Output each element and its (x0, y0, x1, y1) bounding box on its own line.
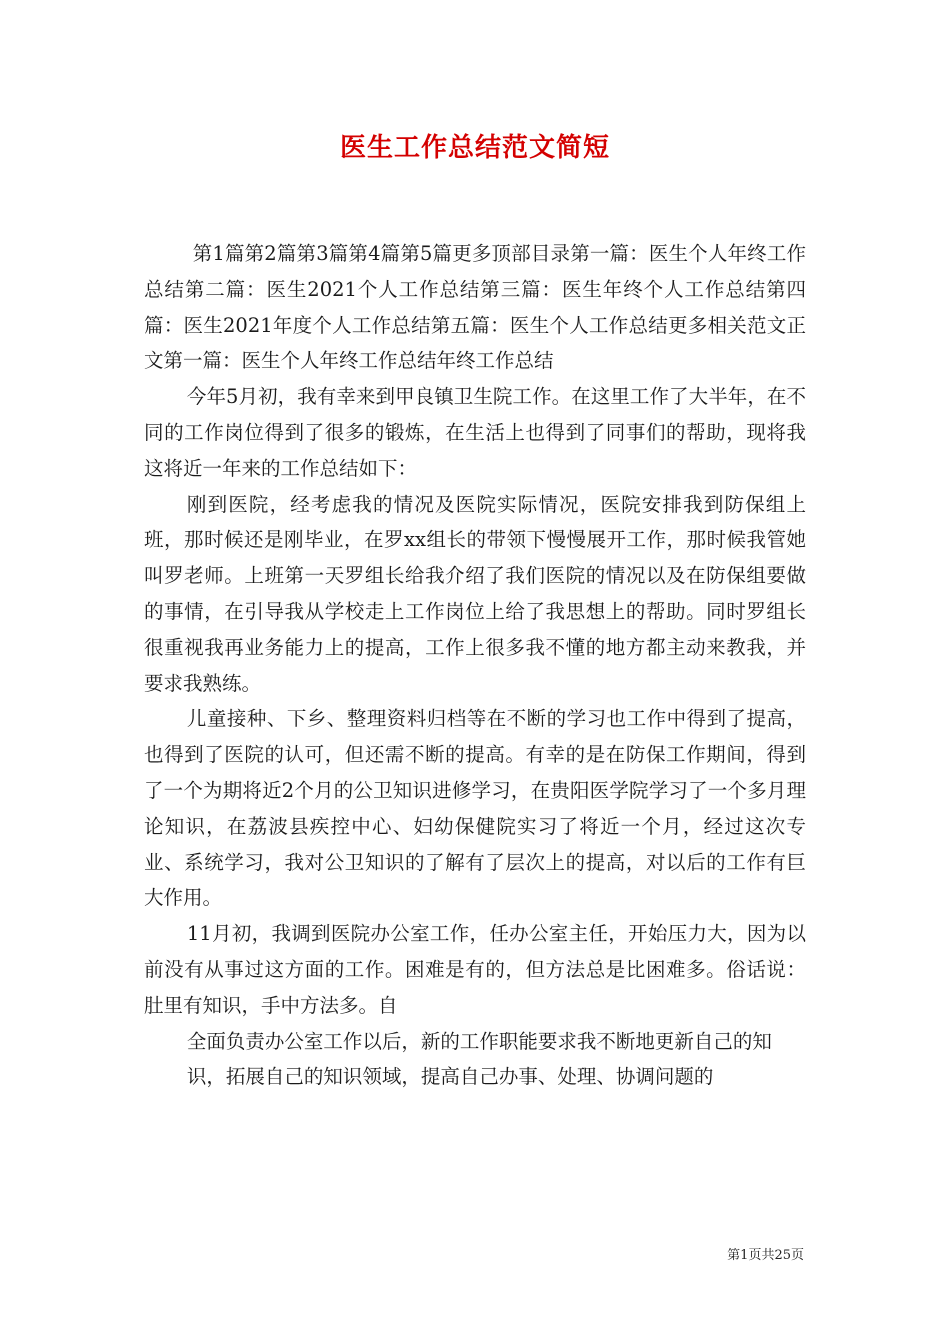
document-body (144, 236, 806, 1095)
paragraph-knowledge: 识，拓展自己的知识领域，提高自己办事、处理、协调问题的 (186, 1065, 714, 1089)
page-number: 第1页共25页 (727, 1248, 804, 1263)
paragraph-toc: 第1篇第2篇第3篇第4篇第5篇更多顶部目录第一篇：医生个人年终工作总结第二篇：医生2021个人工作总结第三篇：医生年终个人工作总结第四篇：医生2021年度个人工作总结第五篇：医生个人工作总结更多相关范文正文第一篇：医生个人年终工作总结年终工作总结 (144, 242, 806, 373)
paragraph-arrival: 刚到医院，经考虑我的情况及医院实际情况，医院安排我到防保组上班，那时候还是刚毕业，在罗xx组长的带领下慢慢展开工作，那时候我管她叫罗老师。上班第一天罗组长给我介绍了我们医院的情况以及在防保组要做的事情，在引导我从学校走上工作岗位上给了我思想上的帮助。同时罗组长很重视我再业务能力上的提高，工作上很多我不懂的地方都主动来教我，并要求我熟练。 (144, 492, 806, 695)
paragraph-responsibility: 全面负责办公室工作以后，新的工作职能要求我不断地更新自己的知 (186, 1029, 772, 1053)
paragraph-intro: 今年5月初，我有幸来到甲良镇卫生院工作。在这里工作了大半年，在不同的工作岗位得到了很多的锻炼，在生活上也得到了同事们的帮助，现将我这将近一年来的工作总结如下： (144, 385, 806, 480)
paragraph-training: 儿童接种、下乡、整理资料归档等在不断的学习也工作中得到了提高，也得到了医院的认可，但还需不断的提高。有幸的是在防保工作期间，得到了一个为期将近2个月的公卫知识进修学习，在贵阳医学院学习了一个多月理论知识，在荔波县疾控中心、妇幼保健院实习了将近一个月，经过这次专业、系统学习，我对公卫知识的了解有了层次上的提高，对以后的工作有巨大作用。 (144, 707, 806, 910)
document-title: 医生工作总结范文简短 (339, 133, 610, 163)
paragraph-office: 11月初，我调到医院办公室工作，任办公室主任，开始压力大，因为以前没有从事过这方面的工作。困难是有的，但方法总是比困难多。俗话说：肚里有知识，手中方法多。自 (144, 922, 806, 1017)
